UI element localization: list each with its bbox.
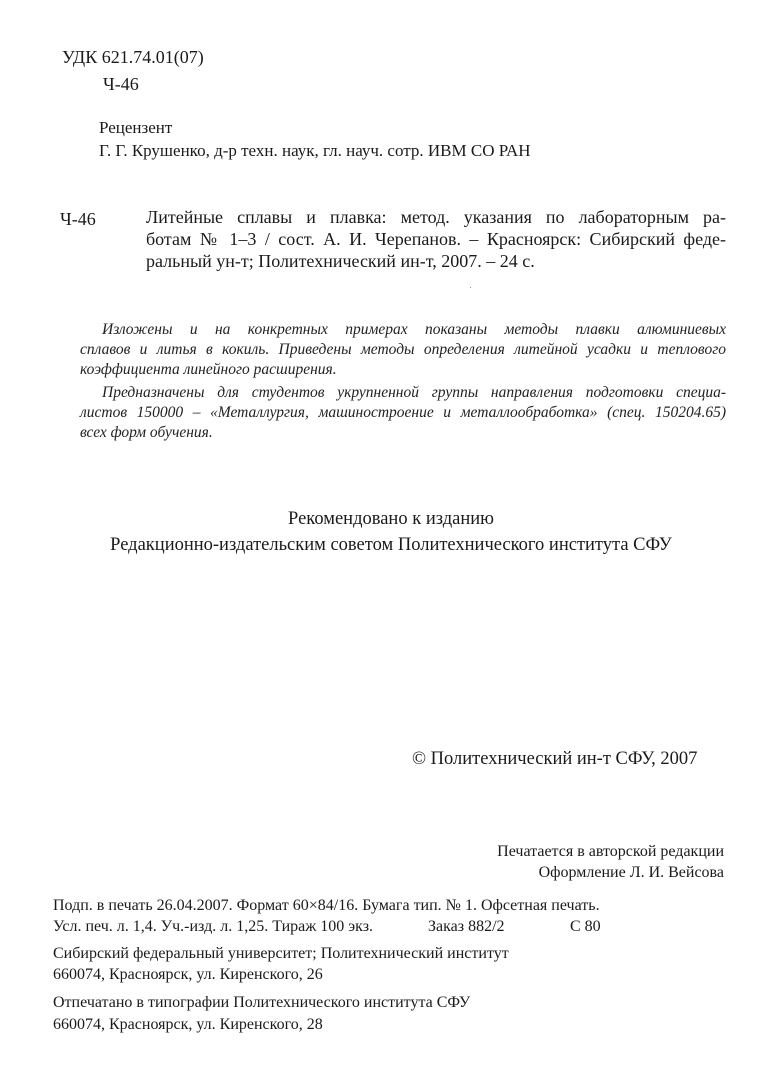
copyright-notice: © Политехнический ин-т СФУ, 2007 — [412, 749, 698, 769]
reviewer-name: Г. Г. Крушенко, д-р техн. наук, гл. науч. сотр. ИВМ СО РАН — [99, 141, 531, 160]
catalog-description — [146, 206, 726, 272]
annotation-line: Предназначены для студентов укрупненной группы направления подготовки специа- — [102, 384, 726, 401]
printer-address: 660074, Красноярск, ул. Киренского, 28 — [53, 1016, 323, 1033]
udk-code: УДК 621.74.01(07) — [62, 47, 204, 67]
imprint-sheets: Усл. печ. л. 1,4. Уч.-изд. л. 1,25. Тираж 100 экз. — [53, 918, 374, 935]
imprint-sheets-line — [53, 918, 601, 936]
catalog-line: ральный ун-т; Политехнический ин-т, 2007. – 24 с. — [146, 251, 535, 271]
imprint-order: Заказ 882/2 — [428, 918, 505, 935]
reviewer-label: Рецензент — [99, 118, 173, 137]
printer-name: Отпечатано в типографии Политехнического института СФУ — [53, 994, 471, 1011]
annotation-line: листов 150000 – «Металлургия, машиностроение и металлообработка» (спец. 150204.65) — [80, 404, 726, 421]
annotation-paragraph-2 — [80, 383, 726, 443]
recommendation-line-2: Редакционно-издательским советом Политехнического института СФУ — [110, 535, 672, 555]
catalog-code: Ч-46 — [60, 209, 96, 229]
edition-note: Печатается в авторской редакции — [497, 843, 724, 860]
annotation-paragraph-1 — [80, 320, 726, 380]
annotation-line: Изложены и на конкретных примерах показаны методы плавки алюминиевых — [102, 321, 726, 338]
publisher-address: 660074, Красноярск, ул. Киренского, 26 — [53, 966, 323, 983]
author-mark: Ч-46 — [103, 74, 139, 94]
publisher-name: Сибирский федеральный университет; Политехнический институт — [53, 945, 509, 962]
catalog-line: ботам № 1–3 / сост. А. И. Черепанов. – Красноярск: Сибирский феде- — [146, 229, 726, 249]
annotation-line: коэффициента линейного расширения. — [80, 361, 337, 378]
design-credit: Оформление Л. И. Вейсова — [538, 864, 724, 881]
imprint-c-number: С 80 — [570, 918, 601, 935]
recommendation-line-1: Рекомендовано к изданию — [288, 509, 494, 529]
imprint-print-details: Подп. в печать 26.04.2007. Формат 60×84/16. Бумага тип. № 1. Офсетная печать. — [53, 897, 600, 914]
annotation-line: всех форм обучения. — [80, 424, 213, 441]
catalog-line: Литейные сплавы и плавка: метод. указания по лабораторным ра- — [146, 207, 726, 227]
annotation-line: сплавов и литья в кокиль. Приведены методы определения литейной усадки и теплового — [80, 341, 726, 358]
scan-speck — [470, 287, 471, 288]
